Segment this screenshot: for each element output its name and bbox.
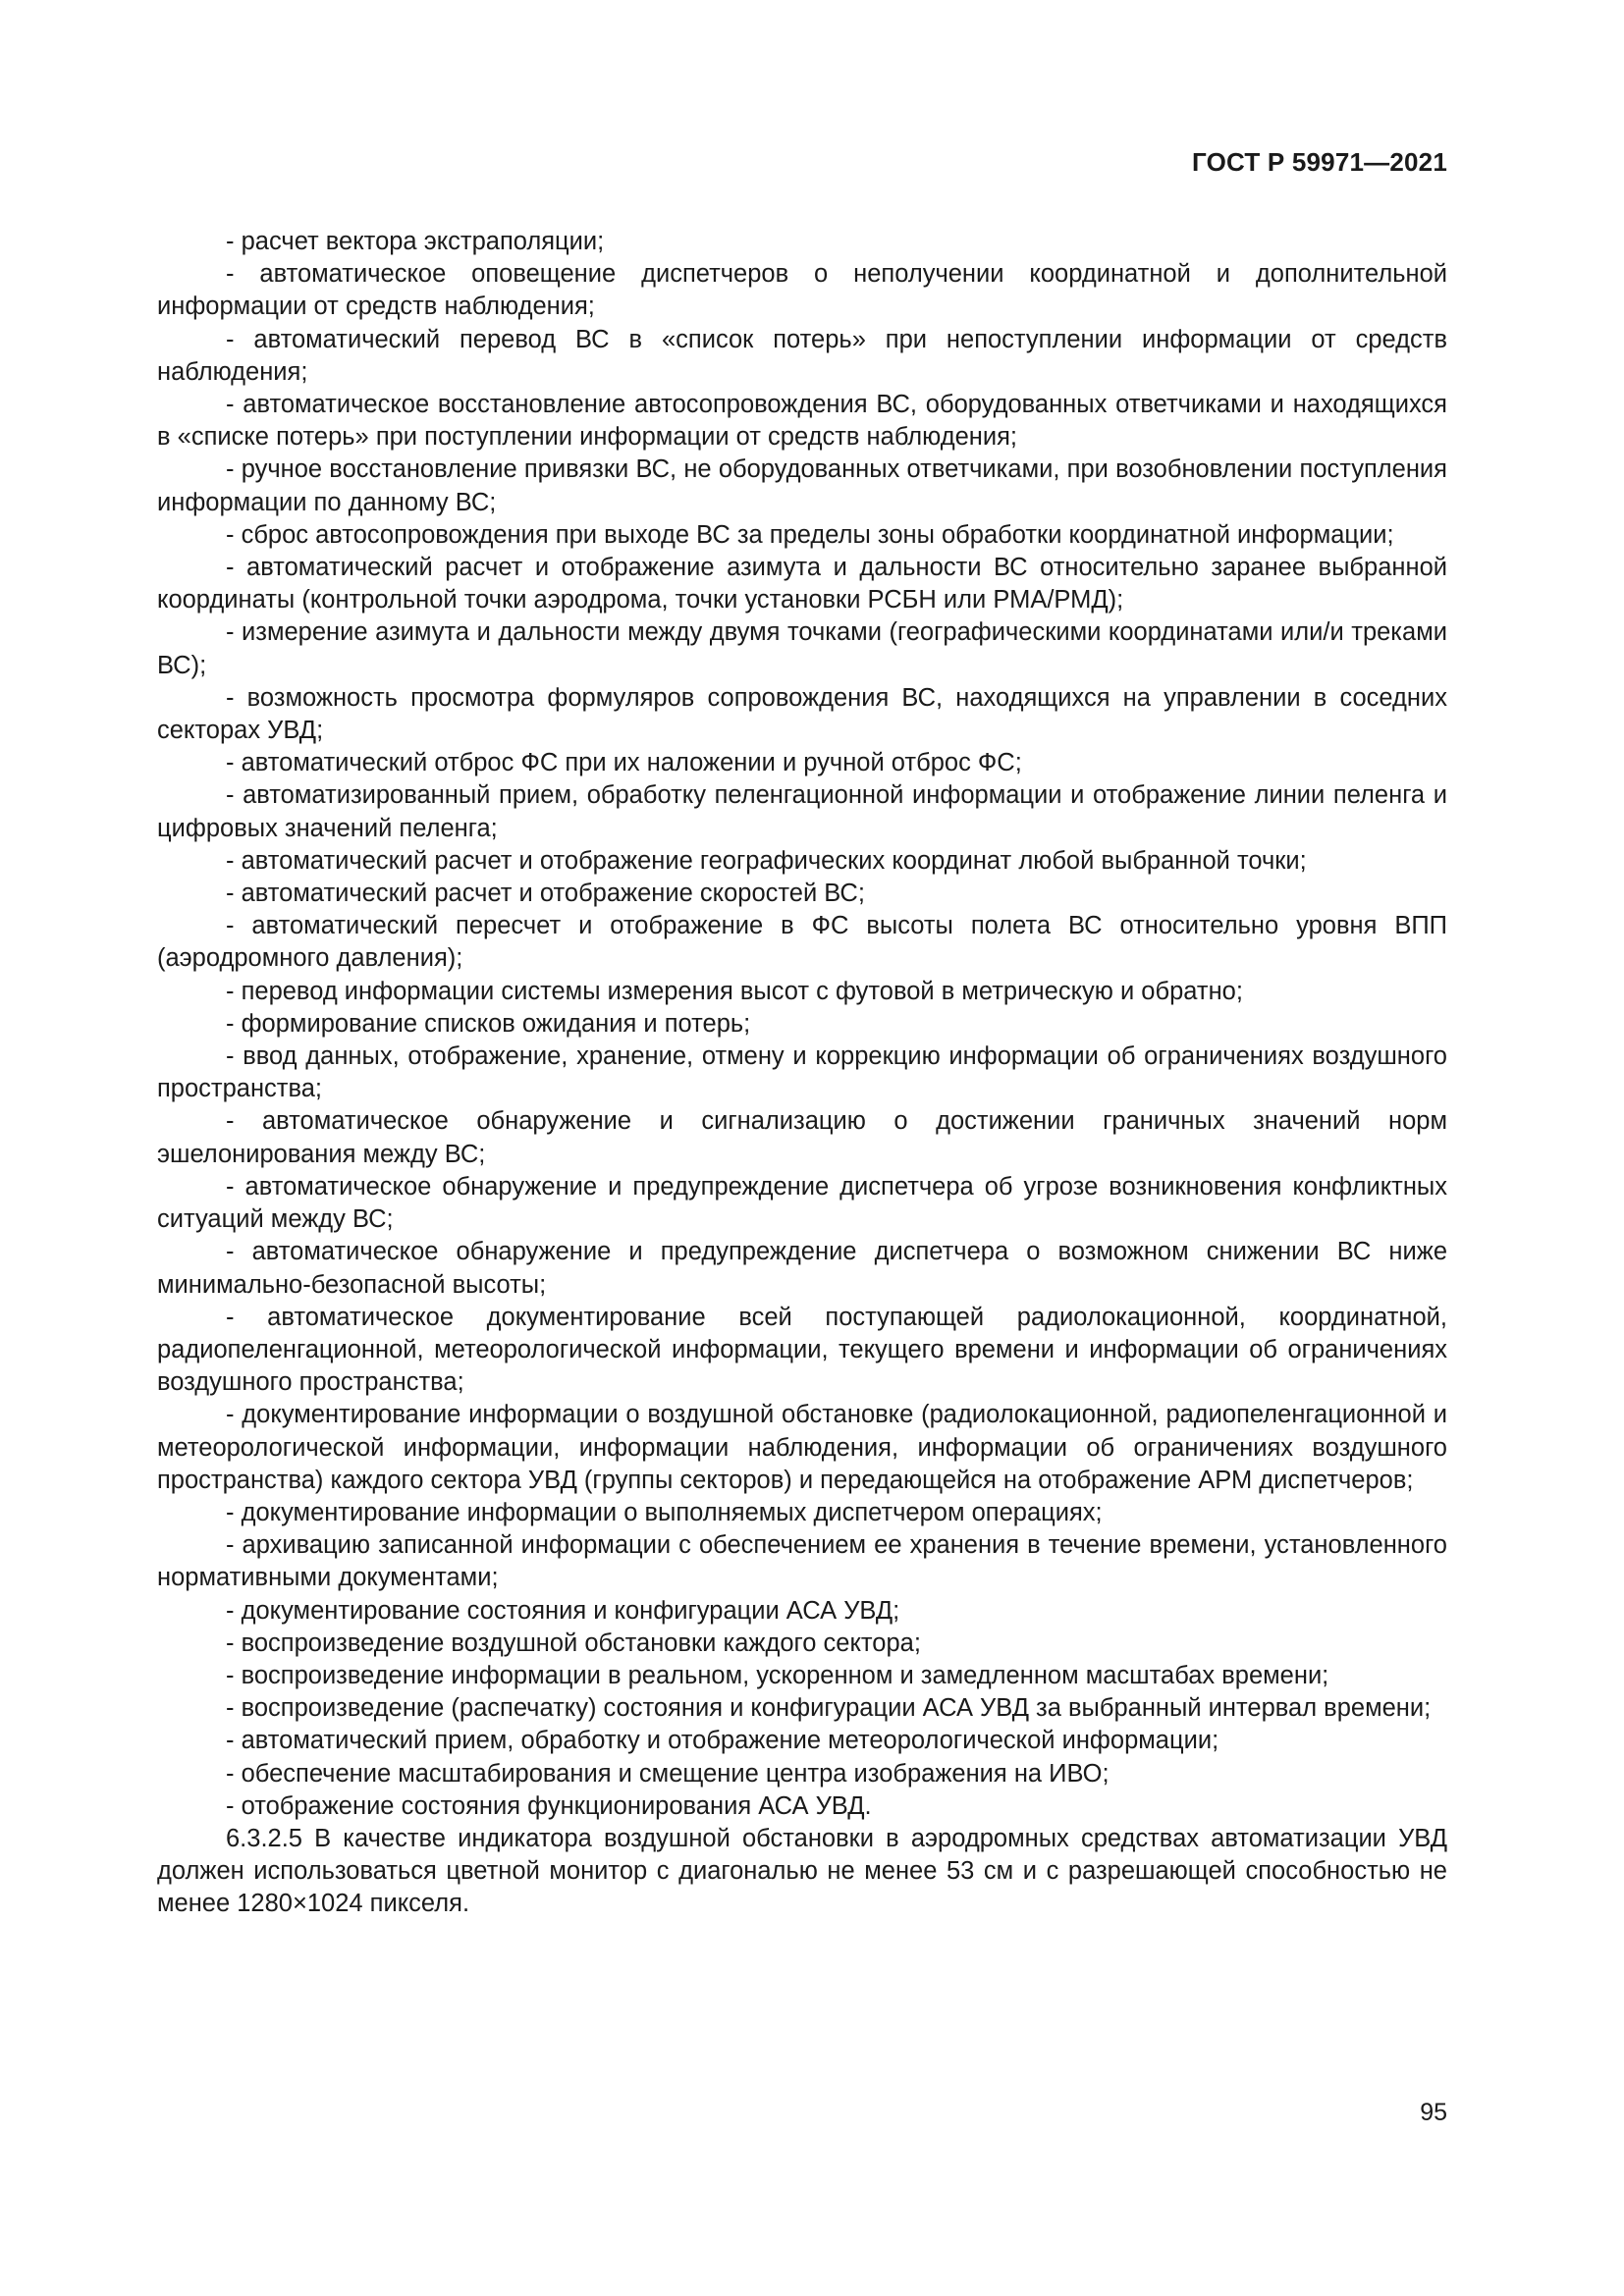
list-item: - автоматическое оповещение диспетчеров о неполучении координатной и дополнительной информации от средств наблюдения;: [157, 260, 1447, 321]
list-item: - автоматическое документирование всей поступающей радиолокационной, координатной, радиопеленгационной, метеорологической информации, текущего времени и информации об ограничениях воздушного пространства;: [157, 1303, 1447, 1397]
list-item: - автоматический отброс ФС при их наложении и ручной отброс ФС;: [226, 749, 1022, 777]
list-item: - перевод информации системы измерения высот с футовой в метрическую и обратно;: [226, 977, 1243, 1005]
section-paragraph-6-3-2-5: 6.3.2.5 В качестве индикатора воздушной обстановки в аэродромных средствах автоматизации УВД должен использоваться цветной монитор с диагональю не менее 53 см и с разрешающей способностью не менее 1280×1024 пикселя.: [157, 1824, 1447, 1918]
list-item: - автоматический расчет и отображение географических координат любой выбранной точки;: [226, 846, 1307, 875]
list-item: - автоматический расчет и отображение скоростей ВС;: [226, 880, 865, 908]
list-item: - автоматический прием, обработку и отображение метеорологической информации;: [226, 1727, 1219, 1755]
list-item: - сброс автосопровождения при выходе ВС за пределы зоны обработки координатной информации;: [226, 520, 1394, 549]
list-item: - воспроизведение информации в реальном, ускоренном и замедленном масштабах времени;: [226, 1661, 1329, 1689]
requirements-list: [157, 226, 1447, 1823]
list-item: - обеспечение масштабирования и смещение центра изображения на ИВО;: [226, 1759, 1110, 1788]
list-item: - автоматическое обнаружение и сигнализацию о достижении граничных значений норм эшелонирования между ВС;: [157, 1107, 1447, 1168]
list-item: - автоматический пересчет и отображение в ФС высоты полета ВС относительно уровня ВПП (аэродромного давления);: [157, 912, 1447, 973]
list-item: - ввод данных, отображение, хранение, отмену и коррекцию информации об ограничениях воздушного пространства;: [157, 1042, 1447, 1103]
list-item: - автоматическое обнаружение и предупреждение диспетчера о возможном снижении ВС ниже минимально-безопасной высоты;: [157, 1238, 1447, 1299]
list-item: - автоматическое обнаружение и предупреждение диспетчера об угрозе возникновения конфликтных ситуаций между ВС;: [157, 1172, 1447, 1234]
document-header: ГОСТ Р 59971—2021: [1192, 147, 1447, 177]
list-item: - архивацию записанной информации с обеспечением ее хранения в течение времени, установленного нормативными документами;: [157, 1531, 1447, 1592]
list-item: - воспроизведение (распечатку) состояния и конфигурации АСА УВД за выбранный интервал времени;: [226, 1694, 1432, 1723]
list-item: - документирование состояния и конфигурации АСА УВД;: [226, 1596, 900, 1625]
list-item: - документирование информации о воздушной обстановке (радиолокационной, радиопеленгационной и метеорологической информации, информации наблюдения, информации об ограничениях воздушного пространства) каждого сектора УВД (группы секторов) и передающейся на отображение АРМ диспетчеров;: [157, 1401, 1447, 1494]
page-number: 95: [1420, 2099, 1447, 2126]
list-item: - автоматический расчет и отображение азимута и дальности ВС относительно заранее выбранной координаты (контрольной точки аэродрома, точки установки РСБН или РМА/РМД);: [157, 554, 1447, 614]
list-item: - формирование списков ожидания и потерь;: [226, 1009, 751, 1038]
list-item: - отображение состояния функционирования АСА УВД.: [226, 1791, 872, 1820]
list-item: - автоматизированный прием, обработку пеленгационной информации и отображение линии пеленга и цифровых значений пеленга;: [157, 781, 1447, 842]
document-body: [157, 226, 1447, 1921]
list-item: - воспроизведение воздушной обстановки каждого сектора;: [226, 1629, 921, 1657]
list-item: - автоматическое восстановление автосопровождения ВС, оборудованных ответчиками и находящихся в «списке потерь» при поступлении информации от средств наблюдения;: [157, 391, 1447, 452]
list-item: - ручное восстановление привязки ВС, не оборудованных ответчиками, при возобновлении поступления информации по данному ВС;: [157, 455, 1447, 516]
list-item: - измерение азимута и дальности между двумя точками (географическими координатами или/и треками ВС);: [157, 618, 1447, 679]
list-item: - документирование информации о выполняемых диспетчером операциях;: [226, 1498, 1103, 1526]
list-item: - возможность просмотра формуляров сопровождения ВС, находящихся на управлении в соседних секторах УВД;: [157, 683, 1447, 745]
list-item: - автоматический перевод ВС в «список потерь» при непоступлении информации от средств наблюдения;: [157, 325, 1447, 386]
list-item: - расчет вектора экстраполяции;: [226, 228, 605, 255]
